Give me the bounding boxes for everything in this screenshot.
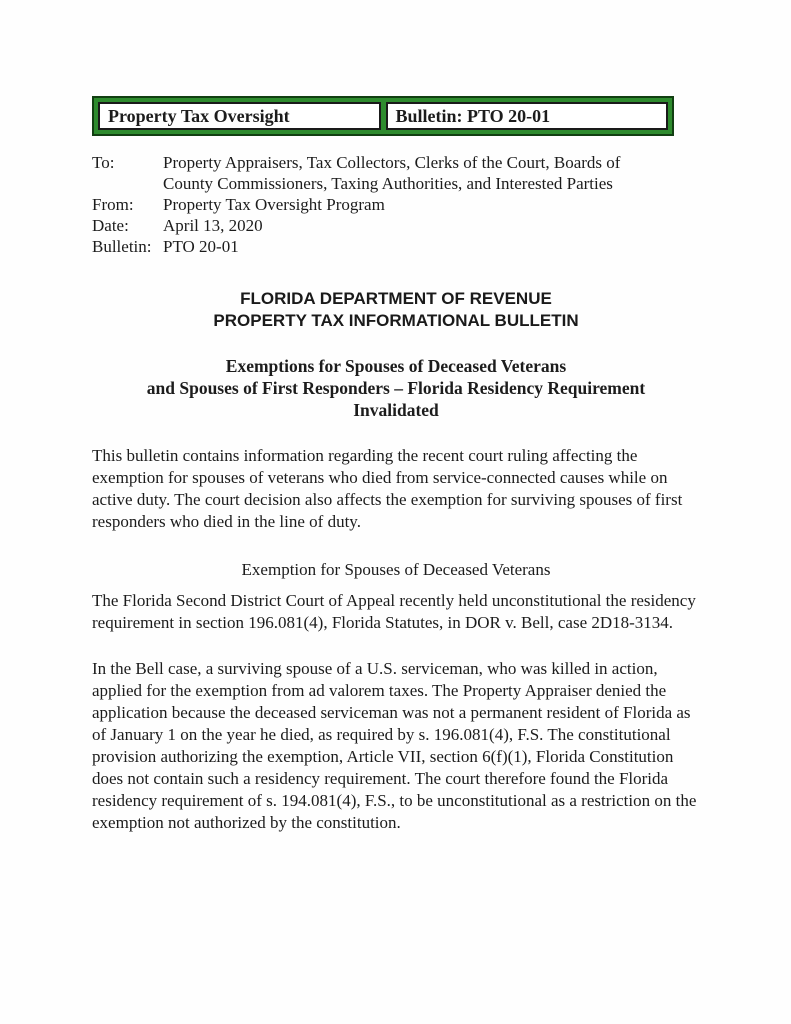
memo-value-to: Property Appraisers, Tax Collectors, Clerks of the Court, Boards of County Commissioners, Taxing Authorities, and Interested Parties [163,153,621,193]
memo-label-date: Date: [92,216,129,235]
memo-label-from: From: [92,195,134,214]
subject-title [92,355,700,421]
agency-title [92,288,700,332]
memo-row-to [92,152,700,194]
memo-header-block [92,152,700,257]
banner-cell-bulletin-number: Bulletin: PTO 20-01 [386,102,669,130]
agency-title-line1: FLORIDA DEPARTMENT OF REVENUE [240,289,552,308]
paragraph-court-ruling: The Florida Second District Court of Appeal recently held unconstitutional the residency requirement in section 196.081(4), Florida Statutes, in DOR v. Bell, case 2D18-3134. [92,591,696,632]
memo-value-from: Property Tax Oversight Program [163,195,385,214]
memo-row-bulletin [92,236,700,257]
bulletin-banner-table [92,96,674,136]
memo-row-from [92,194,700,215]
memo-label-bulletin: Bulletin: [92,237,152,256]
paragraph-bell-case: In the Bell case, a surviving spouse of a U.S. serviceman, who was killed in action, applied for the exemption from ad valorem taxes. The Property Appraiser denied the application because the deceased serviceman was not a permanent resident of Florida as of January 1 on the year he died, as required by s. 196.081(4), F.S. The constitutional provision authorizing the exemption, Article VII, section 6(f)(1), Florida Constitution does not contain such a residency requirement. The court therefore found the Florida residency requirement of s. 194.081(4), F.S., to be unconstitutional as a restriction on the exemption not authorized by the constitution. [92,659,697,832]
subject-title-line2: and Spouses of First Responders – Florida Residency Requirement [146,378,646,398]
agency-title-line2: PROPERTY TAX INFORMATIONAL BULLETIN [213,311,579,330]
banner-cell-program: Property Tax Oversight [98,102,381,130]
section-heading-deceased-veterans: Exemption for Spouses of Deceased Veterans [241,560,551,579]
memo-label-to: To: [92,153,115,172]
memo-value-bulletin: PTO 20-01 [163,237,239,256]
memo-value-date: April 13, 2020 [163,216,263,235]
paragraph-intro: This bulletin contains information regarding the recent court ruling affecting the exemption for spouses of veterans who died from service-connected causes while on active duty. The court decision also affects the exemption for surviving spouses of first responders who died in the line of duty. [92,446,683,531]
subject-title-line3: Invalidated [353,400,439,420]
memo-row-date [92,215,700,236]
subject-title-line1: Exemptions for Spouses of Deceased Veterans [225,356,567,376]
